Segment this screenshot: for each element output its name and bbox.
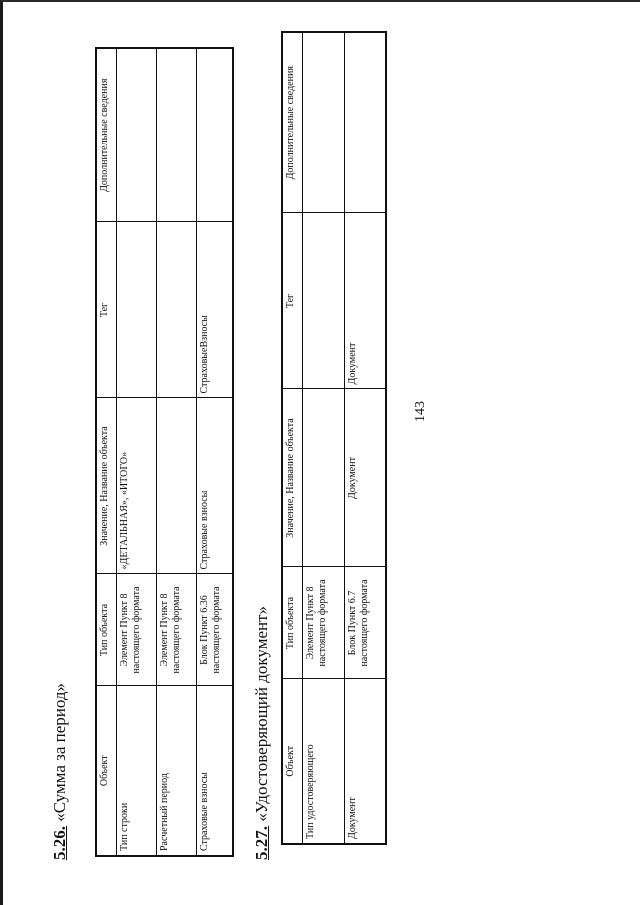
cell-extra [302,32,344,213]
cell-object: Тип строки [116,686,156,856]
table-526-header-row [96,48,116,856]
cell-tag: СтраховыеВзносы [196,222,233,398]
cell-type: Элемент Пункт 8 настоящего формата [302,567,344,679]
page-number: 143 [413,401,428,422]
cell-object: Расчетный период [156,686,196,856]
col-header-tag: Тег [96,222,116,398]
col-header-value: Значение, Название объекта [282,389,302,567]
cell-value: Документ [344,389,386,567]
section-526-title: «Сумма за период» [50,682,69,822]
cell-object: Документ [344,679,386,844]
section-527-heading [252,606,272,860]
scan-edge-top [0,0,640,2]
table-row [196,48,233,856]
section-526-number: 5.26. [50,826,69,860]
table-row [302,32,344,844]
cell-object: Тип удостоверяющего [302,679,344,844]
scan-edge-left [0,0,3,905]
cell-extra [116,48,156,222]
cell-type: Элемент Пункт 8 настоящего формата [116,574,156,686]
cell-value: Страховые взносы [196,398,233,574]
section-527-number: 5.27. [252,826,271,860]
table-row [156,48,196,856]
cell-tag [302,213,344,389]
col-header-type: Тип объекта [96,574,116,686]
table-526-wrapper [95,47,234,857]
cell-extra [344,32,386,213]
table-527 [281,31,387,845]
col-header-type: Тип объекта [282,567,302,679]
col-header-extra: Дополнительные сведения [96,48,116,222]
col-header-object: Объект [282,679,302,844]
col-header-value: Значение, Название объекта [96,398,116,574]
table-row [116,48,156,856]
section-527-title: «Удостоверяющий документ» [252,605,271,822]
cell-object: Страховые взносы [196,686,233,856]
cell-extra [196,48,233,222]
table-527-header-row [282,32,302,844]
col-header-extra: Дополнительные сведения [282,32,302,213]
cell-value: «ДЕТАЛЬНАЯ», «ИТОГО» [116,398,156,574]
col-header-tag: Тег [282,213,302,389]
cell-value [156,398,196,574]
cell-tag [116,222,156,398]
cell-type: Блок Пункт 6.36 настоящего формата [196,574,233,686]
cell-value [302,389,344,567]
cell-type: Блок Пункт 6.7 настоящего формата [344,567,386,679]
cell-tag [156,222,196,398]
cell-extra [156,48,196,222]
table-row [344,32,386,844]
table-526 [95,47,234,857]
col-header-object: Объект [96,686,116,856]
cell-tag: Документ [344,213,386,389]
section-526-heading [50,683,70,860]
cell-type: Элемент Пункт 8 настоящего формата [156,574,196,686]
table-527-wrapper [281,31,387,845]
